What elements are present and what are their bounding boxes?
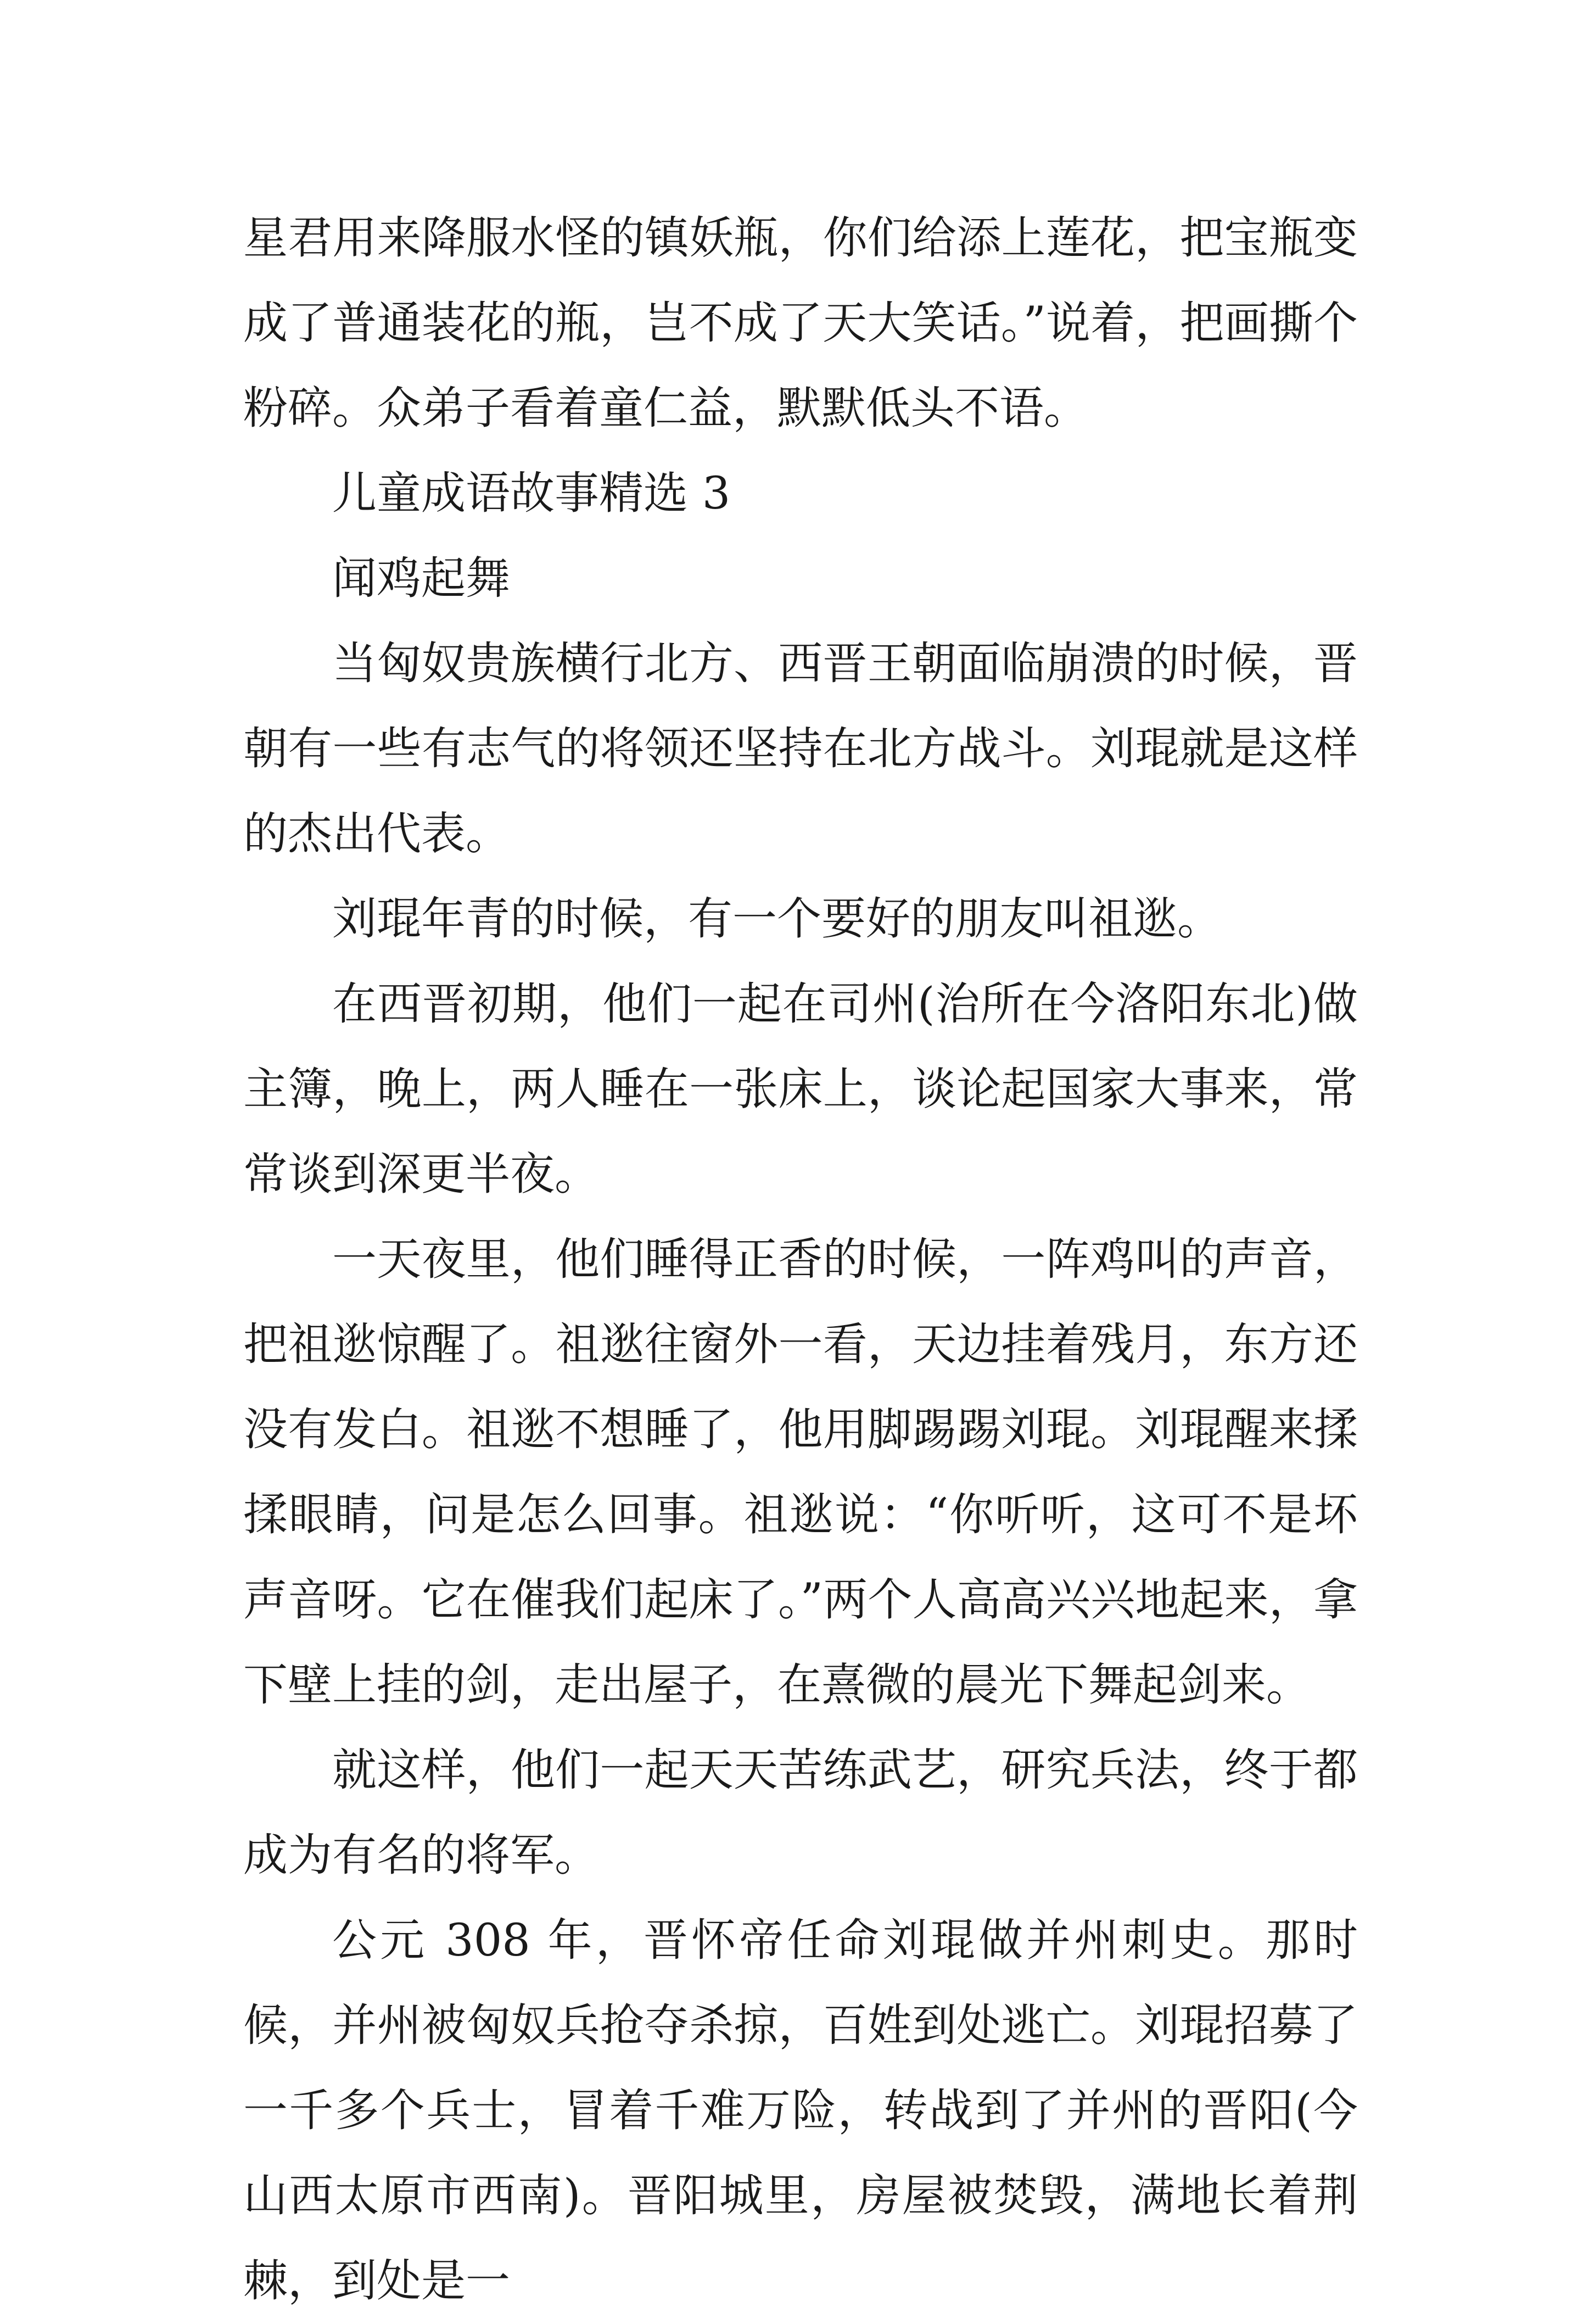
paragraph: 在西晋初期，他们一起在司州(治所在今洛阳东北)做主簿，晚上，两人睡在一张床上，谈论起国家大事来，常常谈到深更半夜。 — [243, 979, 1358, 1200]
paragraph: 一天夜里，他们睡得正香的时候，一阵鸡叫的声音，把祖逖惊醒了。祖逖往窗外一看，天边挂着残月，东方还没有发白。祖逖不想睡了，他用脚踢踢刘琨。刘琨醒来揉揉眼睛，问是怎么回事。祖逖说：“你听听，这可不是坏声音呀。它在催我们起床了。”两个人高高兴兴地起来，拿下壁上挂的剑，走出屋子，在熹微的晨光下舞起剑来。 — [243, 1234, 1358, 1711]
story-title: 闻鸡起舞 — [332, 553, 511, 605]
paragraph: 刘琨年青的时候，有一个要好的朋友叫祖逖。 — [332, 893, 1222, 945]
paragraph: 当匈奴贵族横行北方、西晋王朝面临崩溃的时候，晋朝有一些有志气的将领还坚持在北方战斗。刘琨就是这样的杰出代表。 — [243, 638, 1358, 860]
paragraph: 就这样，他们一起天天苦练武艺，研究兵法，终于都成为有名的将军。 — [243, 1745, 1358, 1881]
paragraph-continuation: 星君用来降服水怪的镇妖瓶，你们给添上莲花，把宝瓶变成了普通装花的瓶，岂不成了天大笑话。”说着，把画撕个粉碎。众弟子看着童仁益，默默低头不语。 — [243, 213, 1358, 434]
section-heading: 儿童成语故事精选 3 — [332, 468, 731, 519]
document-body — [243, 196, 1358, 2324]
paragraph: 公元 308 年，晋怀帝任命刘琨做并州刺史。那时候，并州被匈奴兵抢夺杀掠，百姓到处逃亡。刘琨招募了一千多个兵士，冒着千难万险，转战到了并州的晋阳(今山西太原市西南)。晋阳城里，房屋被焚毁，满地长着荆棘，到处是一 — [243, 1915, 1358, 2307]
